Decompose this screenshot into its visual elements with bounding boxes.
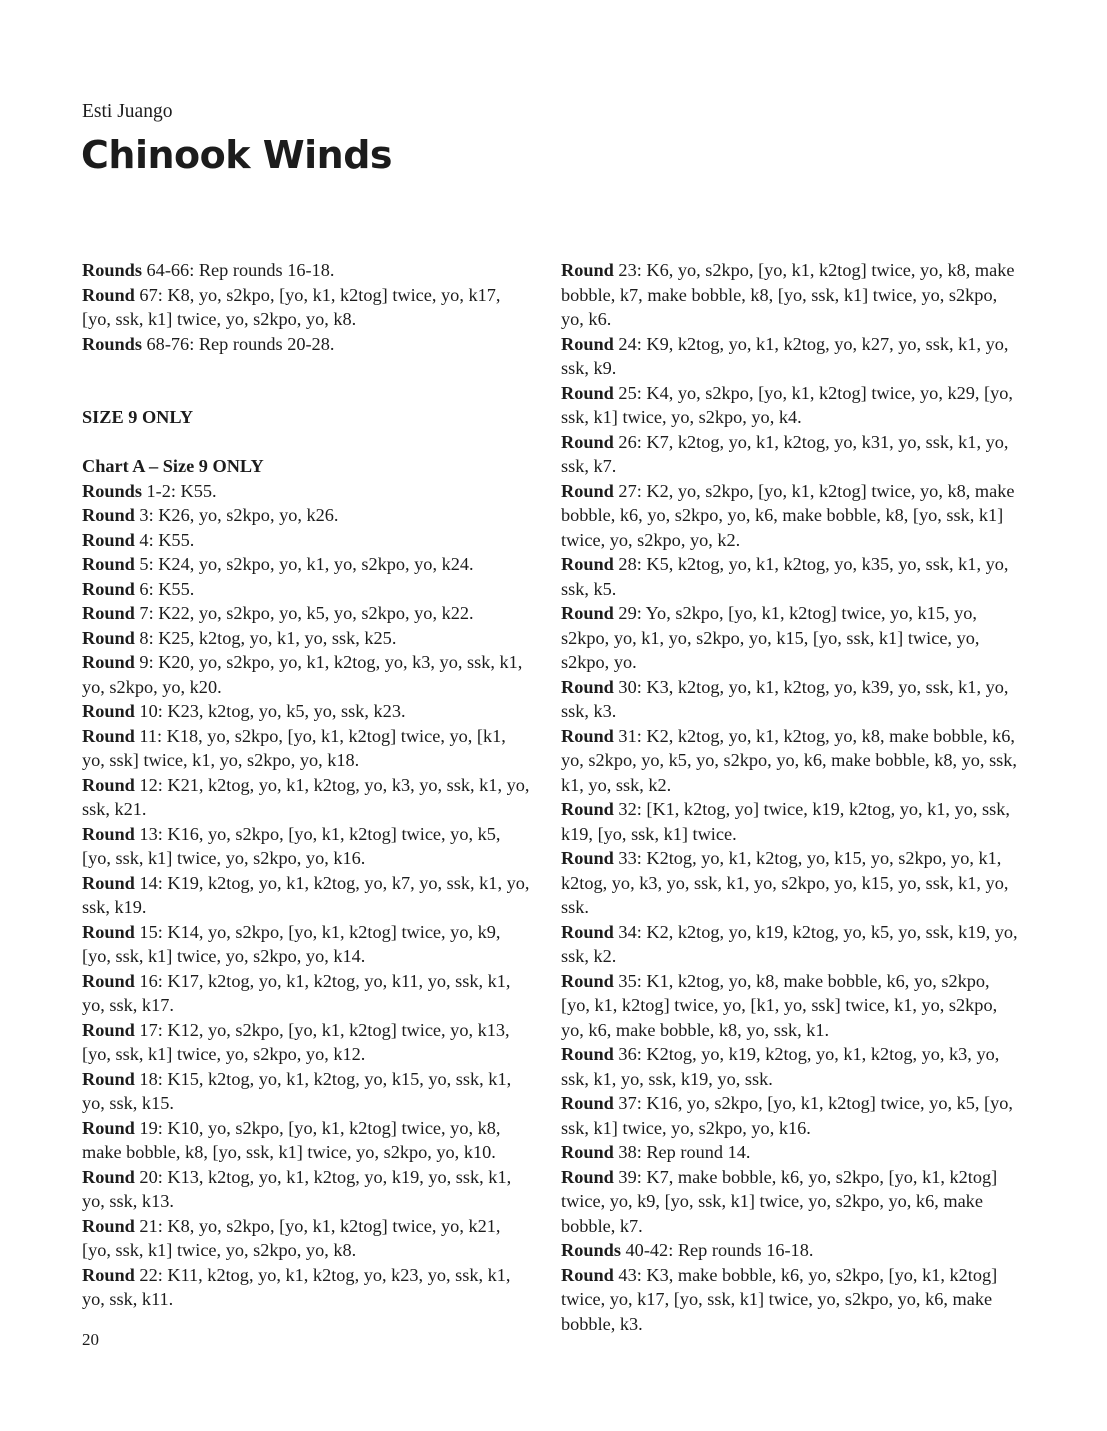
- round-instruction: [82, 577, 532, 602]
- round-text: 22: K11, k2tog, yo, k1, k2tog, yo, k23, yo, ssk, k1, yo, ssk, k11.: [82, 1264, 511, 1309]
- round-instruction: [82, 724, 532, 773]
- round-text: 33: K2tog, yo, k1, k2tog, yo, k15, yo, s2kpo, yo, k1, k2tog, yo, k3, yo, ssk, k1, yo, s2kpo, yo, k15, yo, ssk, k1, yo, ssk.: [561, 848, 1009, 917]
- round-label: Round: [561, 921, 614, 942]
- round-label: Round: [82, 1264, 135, 1285]
- round-text: 39: K7, make bobble, k6, yo, s2kpo, [yo, k1, k2tog] twice, yo, k9, [yo, ssk, k1] twice, yo, s2kpo, yo, k6, make bobble, k7.: [561, 1166, 998, 1236]
- round-label: Round: [82, 701, 135, 721]
- round-instruction: [561, 1165, 1019, 1239]
- round-text: 11: K18, yo, s2kpo, [yo, k1, k2tog] twice, yo, [k1, yo, ssk] twice, k1, yo, s2kpo, yo, k18.: [82, 725, 506, 770]
- round-text: 15: K14, yo, s2kpo, [yo, k1, k2tog] twice, yo, k9, [yo, ssk, k1] twice, yo, s2kpo, yo, k14.: [82, 921, 501, 966]
- round-text: 14: K19, k2tog, yo, k1, k2tog, yo, k7, yo, ssk, k1, yo, ssk, k19.: [82, 872, 530, 917]
- round-instruction: [561, 381, 1019, 430]
- round-text: 25: K4, yo, s2kpo, [yo, k1, k2tog] twice, yo, k29, [yo, ssk, k1] twice, yo, s2kpo, yo, k4.: [561, 382, 1013, 427]
- round-label: Round: [561, 480, 614, 501]
- round-text: 30: K3, k2tog, yo, k1, k2tog, yo, k39, yo, ssk, k1, yo, ssk, k3.: [561, 676, 1009, 721]
- round-label: Round: [561, 1044, 614, 1064]
- round-label: Round: [82, 578, 135, 599]
- round-instruction: [82, 699, 532, 724]
- round-instruction: [82, 1116, 532, 1165]
- round-instruction: [561, 1042, 1019, 1091]
- round-instruction: [561, 430, 1019, 479]
- round-label: Round: [82, 1019, 135, 1040]
- round-instruction: [561, 1091, 1019, 1140]
- round-text: 34: K2, k2tog, yo, k19, k2tog, yo, k5, yo, ssk, k19, yo, ssk, k2.: [561, 921, 1018, 966]
- round-text: 35: K1, k2tog, yo, k8, make bobble, k6, yo, s2kpo, [yo, k1, k2tog] twice, yo, [k1, yo, ssk] twice, k1, yo, s2kpo, yo, k6, make bobble, k8, yo, ssk, k1.: [561, 970, 998, 1040]
- round-text: 31: K2, k2tog, yo, k1, k2tog, yo, k8, make bobble, k6, yo, s2kpo, yo, k5, yo, s2kpo, yo, k6, make bobble, k8, yo, ssk, k1, yo, ssk, k2.: [561, 725, 1018, 795]
- round-label: Round: [82, 970, 135, 991]
- round-instruction: [561, 724, 1019, 798]
- right-rounds-list: [561, 258, 1019, 1336]
- round-text: 16: K17, k2tog, yo, k1, k2tog, yo, k11, yo, ssk, k1, yo, ssk, k17.: [82, 970, 511, 1015]
- round-instruction: [561, 552, 1019, 601]
- round-label: Round: [82, 1166, 135, 1187]
- round-instruction: [561, 1140, 1019, 1165]
- round-label: Round: [82, 627, 135, 648]
- round-label: Round: [561, 725, 614, 746]
- round-text: 38: Rep round 14.: [613, 1142, 751, 1162]
- round-label: Round: [82, 774, 135, 795]
- round-label: Round: [561, 676, 614, 697]
- round-instruction: [82, 528, 532, 553]
- round-label: Rounds: [561, 1240, 621, 1260]
- round-label: Round: [561, 554, 614, 574]
- round-label: Round: [82, 505, 135, 525]
- right-column: [561, 258, 1019, 1336]
- round-text: 9: K20, yo, s2kpo, yo, k1, k2tog, yo, k3, yo, ssk, k1, yo, s2kpo, yo, k20.: [82, 652, 523, 697]
- round-instruction: [561, 920, 1019, 969]
- chart-heading: Chart A – Size 9 ONLY: [82, 456, 264, 476]
- round-text: 23: K6, yo, s2kpo, [yo, k1, k2tog] twice, yo, k8, make bobble, k7, make bobble, k8, [yo, ssk, k1] twice, yo, s2kpo, yo, k6.: [561, 260, 1015, 329]
- round-label: Round: [82, 603, 135, 623]
- round-text: 68-76: Rep rounds 20-28.: [141, 333, 335, 354]
- round-instruction: [82, 822, 532, 871]
- round-text: 5: K24, yo, s2kpo, yo, k1, yo, s2kpo, yo, k24.: [134, 554, 474, 574]
- round-text: 10: K23, k2tog, yo, k5, yo, ssk, k23.: [134, 701, 406, 721]
- round-instruction: [82, 626, 532, 651]
- round-label: Round: [82, 725, 135, 746]
- round-instruction: [82, 552, 532, 577]
- round-instruction: [82, 1067, 532, 1116]
- round-text: 13: K16, yo, s2kpo, [yo, k1, k2tog] twice, yo, k5, [yo, ssk, k1] twice, yo, s2kpo, yo, k16.: [82, 823, 501, 868]
- round-label: Round: [82, 652, 135, 672]
- round-label: Rounds: [82, 480, 142, 501]
- round-text: 7: K22, yo, s2kpo, yo, k5, yo, s2kpo, yo, k22.: [134, 603, 474, 623]
- round-label: Round: [82, 921, 135, 942]
- round-label: Rounds: [82, 333, 142, 354]
- round-instruction: [82, 479, 532, 504]
- round-instruction: [82, 650, 532, 699]
- round-instruction: [82, 1263, 532, 1312]
- round-label: Round: [82, 872, 135, 893]
- author-name: Esti Juango: [82, 101, 173, 122]
- round-instruction: [561, 675, 1019, 724]
- round-label: Round: [561, 1142, 614, 1162]
- round-instruction: [561, 1238, 1019, 1263]
- round-text: 12: K21, k2tog, yo, k1, k2tog, yo, k3, yo, ssk, k1, yo, ssk, k21.: [82, 774, 530, 819]
- round-instruction: [82, 920, 532, 969]
- round-instruction: [82, 969, 532, 1018]
- round-label: Round: [561, 1093, 614, 1113]
- round-instruction: [561, 332, 1019, 381]
- round-instruction: [561, 969, 1019, 1043]
- round-instruction: [561, 479, 1019, 553]
- round-instruction: [561, 601, 1019, 675]
- size-heading: SIZE 9 ONLY: [82, 407, 194, 427]
- round-label: Round: [561, 1166, 614, 1187]
- round-text: 64-66: Rep rounds 16-18.: [141, 260, 335, 280]
- round-label: Round: [82, 1117, 135, 1138]
- spacer: [82, 356, 532, 405]
- round-text: 24: K9, k2tog, yo, k1, k2tog, yo, k27, yo, ssk, k1, yo, ssk, k9.: [561, 333, 1009, 378]
- round-text: 20: K13, k2tog, yo, k1, k2tog, yo, k19, yo, ssk, k1, yo, ssk, k13.: [82, 1166, 512, 1211]
- round-text: 19: K10, yo, s2kpo, [yo, k1, k2tog] twice, yo, k8, make bobble, k8, [yo, ssk, k1] twice, yo, s2kpo, yo, k10.: [82, 1117, 501, 1162]
- round-label: Round: [561, 333, 614, 354]
- round-text: 4: K55.: [134, 529, 195, 550]
- round-instruction: [82, 1018, 532, 1067]
- round-text: 21: K8, yo, s2kpo, [yo, k1, k2tog] twice, yo, k21, [yo, ssk, k1] twice, yo, s2kpo, yo, k8.: [82, 1215, 501, 1260]
- round-text: 40-42: Rep rounds 16-18.: [620, 1240, 814, 1260]
- round-text: 8: K25, k2tog, yo, k1, yo, ssk, k25.: [134, 627, 397, 648]
- round-text: 18: K15, k2tog, yo, k1, k2tog, yo, k15, yo, ssk, k1, yo, ssk, k15.: [82, 1068, 512, 1113]
- round-label: Round: [82, 1068, 135, 1089]
- left-rounds-list: [82, 479, 532, 1312]
- round-instruction: [82, 871, 532, 920]
- round-text: 32: [K1, k2tog, yo] twice, k19, k2tog, yo, k1, yo, ssk, k19, [yo, ssk, k1] twice.: [561, 799, 1010, 844]
- round-instruction: [82, 1165, 532, 1214]
- round-label: Round: [561, 603, 614, 623]
- round-label: Round: [82, 1215, 135, 1236]
- round-instruction: [82, 503, 532, 528]
- round-label: Round: [82, 823, 135, 844]
- round-instruction: [82, 283, 532, 332]
- round-label: Round: [561, 970, 614, 991]
- round-instruction: [82, 773, 532, 822]
- round-label: Round: [561, 1264, 614, 1285]
- round-text: 26: K7, k2tog, yo, k1, k2tog, yo, k31, yo, ssk, k1, yo, ssk, k7.: [561, 431, 1009, 476]
- intro-rounds: [82, 258, 532, 356]
- round-label: Round: [561, 431, 614, 452]
- round-text: 37: K16, yo, s2kpo, [yo, k1, k2tog] twice, yo, k5, [yo, ssk, k1] twice, yo, s2kpo, yo, k16.: [561, 1093, 1013, 1138]
- round-label: Round: [82, 284, 135, 305]
- round-instruction: [82, 1214, 532, 1263]
- round-text: 29: Yo, s2kpo, [yo, k1, k2tog] twice, yo, k15, yo, s2kpo, yo, k1, yo, s2kpo, yo, k15, [yo, ssk, k1] twice, yo, s2kpo, yo.: [561, 603, 980, 672]
- round-instruction: [561, 846, 1019, 920]
- round-instruction: [82, 258, 532, 283]
- round-instruction: [561, 258, 1019, 332]
- round-label: Round: [82, 554, 135, 574]
- round-text: 17: K12, yo, s2kpo, [yo, k1, k2tog] twice, yo, k13, [yo, ssk, k1] twice, yo, s2kpo, yo, k12.: [82, 1019, 510, 1064]
- round-label: Round: [561, 848, 614, 868]
- round-text: 6: K55.: [134, 578, 195, 599]
- round-label: Round: [561, 799, 614, 819]
- round-label: Round: [561, 382, 614, 403]
- round-text: 36: K2tog, yo, k19, k2tog, yo, k1, k2tog, yo, k3, yo, ssk, k1, yo, ssk, k19, yo, ssk.: [561, 1044, 1000, 1089]
- round-text: 67: K8, yo, s2kpo, [yo, k1, k2tog] twice, yo, k17, [yo, ssk, k1] twice, yo, s2kpo, yo, k8.: [82, 284, 501, 329]
- round-text: 27: K2, yo, s2kpo, [yo, k1, k2tog] twice, yo, k8, make bobble, k6, yo, s2kpo, yo, k6, make bobble, k8, [yo, ssk, k1] twice, yo, s2kpo, yo, k2.: [561, 480, 1015, 550]
- round-instruction: [561, 797, 1019, 846]
- left-column: [82, 258, 532, 1312]
- round-instruction: [82, 332, 532, 357]
- round-instruction: [82, 601, 532, 626]
- round-label: Round: [561, 260, 614, 280]
- round-text: 1-2: K55.: [141, 480, 217, 501]
- spacer: [82, 430, 532, 455]
- round-label: Round: [82, 529, 135, 550]
- round-text: 28: K5, k2tog, yo, k1, k2tog, yo, k35, yo, ssk, k1, yo, ssk, k5.: [561, 554, 1009, 599]
- round-text: 43: K3, make bobble, k6, yo, s2kpo, [yo, k1, k2tog] twice, yo, k17, [yo, ssk, k1] twice, yo, s2kpo, yo, k6, make bobble, k3.: [561, 1264, 998, 1334]
- page-number: 20: [82, 1330, 99, 1349]
- round-text: 3: K26, yo, s2kpo, yo, k26.: [134, 505, 339, 525]
- round-label: Rounds: [82, 260, 142, 280]
- page-title: Chinook Winds: [81, 133, 393, 177]
- round-instruction: [561, 1263, 1019, 1337]
